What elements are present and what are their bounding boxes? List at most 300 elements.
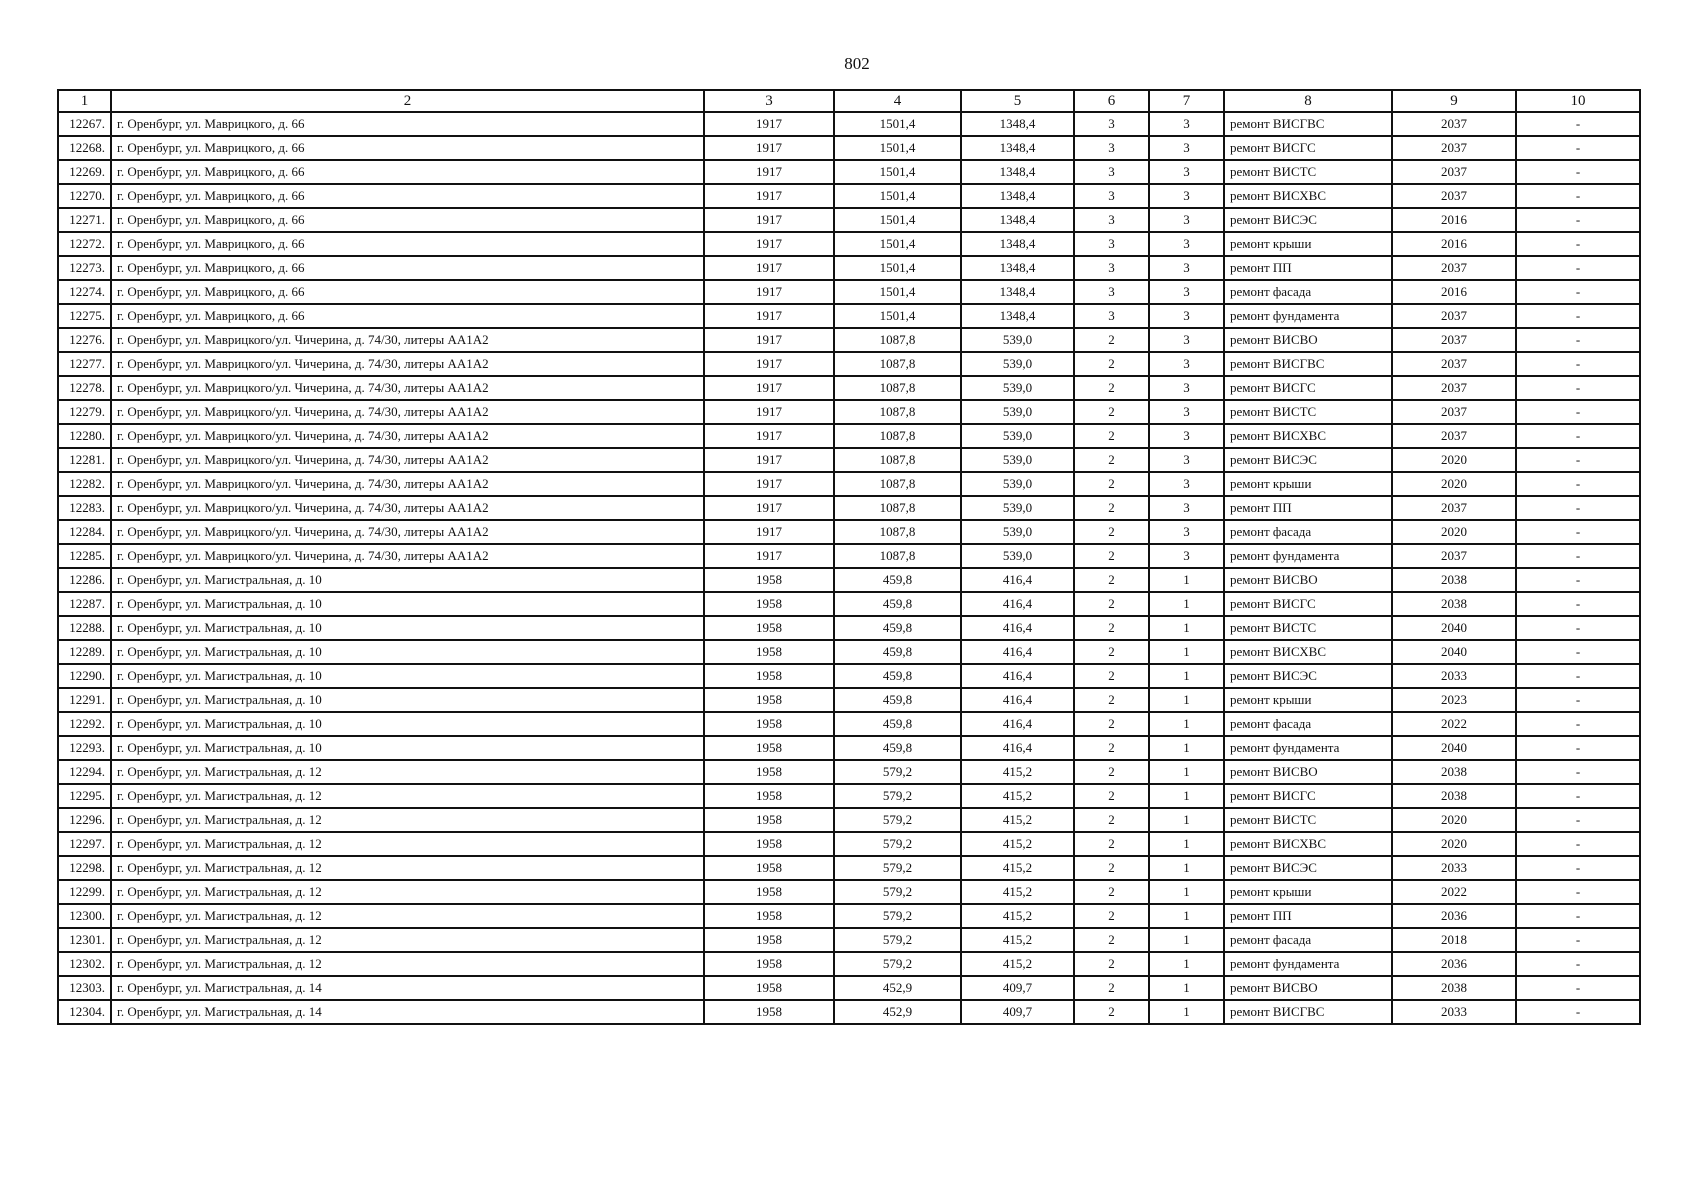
living-area-cell: 539,0 (961, 544, 1074, 568)
address-cell: г. Оренбург, ул. Магистральная, д. 12 (111, 856, 704, 880)
living-area-cell: 416,4 (961, 688, 1074, 712)
living-area-cell: 409,7 (961, 1000, 1074, 1024)
living-area-cell: 415,2 (961, 808, 1074, 832)
address-cell: г. Оренбург, ул. Маврицкого/ул. Чичерина, д. 74/30, литеры АА1А2 (111, 472, 704, 496)
table-row (58, 880, 1640, 904)
planned-year-cell: 2037 (1392, 424, 1516, 448)
row-number-cell: 12297. (58, 832, 111, 856)
year-built-cell: 1958 (704, 904, 834, 928)
entrances-cell: 1 (1149, 616, 1224, 640)
work-type-cell: ремонт фасада (1224, 280, 1392, 304)
work-type-cell: ремонт фасада (1224, 712, 1392, 736)
address-cell: г. Оренбург, ул. Маврицкого, д. 66 (111, 280, 704, 304)
row-number-cell: 12285. (58, 544, 111, 568)
address-cell: г. Оренбург, ул. Магистральная, д. 10 (111, 688, 704, 712)
column-header: 5 (961, 90, 1074, 112)
planned-year-cell: 2033 (1392, 856, 1516, 880)
living-area-cell: 1348,4 (961, 136, 1074, 160)
planned-year-cell: 2037 (1392, 544, 1516, 568)
living-area-cell: 539,0 (961, 328, 1074, 352)
year-built-cell: 1917 (704, 112, 834, 136)
living-area-cell: 416,4 (961, 736, 1074, 760)
table-row (58, 616, 1640, 640)
note-cell: - (1516, 352, 1640, 376)
table-row (58, 784, 1640, 808)
living-area-cell: 415,2 (961, 784, 1074, 808)
planned-year-cell: 2023 (1392, 688, 1516, 712)
page-number: 802 (844, 54, 870, 73)
note-cell: - (1516, 112, 1640, 136)
entrances-cell: 3 (1149, 160, 1224, 184)
total-area-cell: 579,2 (834, 832, 961, 856)
total-area-cell: 459,8 (834, 688, 961, 712)
table-row (58, 232, 1640, 256)
living-area-cell: 539,0 (961, 472, 1074, 496)
address-cell: г. Оренбург, ул. Магистральная, д. 12 (111, 928, 704, 952)
living-area-cell: 539,0 (961, 520, 1074, 544)
column-header: 7 (1149, 90, 1224, 112)
total-area-cell: 1087,8 (834, 424, 961, 448)
total-area-cell: 459,8 (834, 568, 961, 592)
address-cell: г. Оренбург, ул. Маврицкого, д. 66 (111, 136, 704, 160)
living-area-cell: 539,0 (961, 448, 1074, 472)
floors-cell: 2 (1074, 976, 1149, 1000)
planned-year-cell: 2037 (1392, 112, 1516, 136)
row-number-cell: 12298. (58, 856, 111, 880)
note-cell: - (1516, 304, 1640, 328)
floors-cell: 2 (1074, 544, 1149, 568)
planned-year-cell: 2036 (1392, 904, 1516, 928)
year-built-cell: 1917 (704, 472, 834, 496)
living-area-cell: 539,0 (961, 496, 1074, 520)
living-area-cell: 539,0 (961, 400, 1074, 424)
address-cell: г. Оренбург, ул. Маврицкого, д. 66 (111, 232, 704, 256)
note-cell: - (1516, 712, 1640, 736)
floors-cell: 2 (1074, 472, 1149, 496)
address-cell: г. Оренбург, ул. Маврицкого/ул. Чичерина, д. 74/30, литеры АА1А2 (111, 448, 704, 472)
address-cell: г. Оренбург, ул. Маврицкого, д. 66 (111, 304, 704, 328)
living-area-cell: 539,0 (961, 376, 1074, 400)
column-header: 3 (704, 90, 834, 112)
note-cell: - (1516, 184, 1640, 208)
planned-year-cell: 2038 (1392, 568, 1516, 592)
table-row (58, 328, 1640, 352)
entrances-cell: 3 (1149, 136, 1224, 160)
floors-cell: 3 (1074, 256, 1149, 280)
row-number-cell: 12269. (58, 160, 111, 184)
note-cell: - (1516, 928, 1640, 952)
total-area-cell: 1501,4 (834, 184, 961, 208)
planned-year-cell: 2037 (1392, 496, 1516, 520)
total-area-cell: 452,9 (834, 976, 961, 1000)
column-header: 2 (111, 90, 704, 112)
planned-year-cell: 2038 (1392, 592, 1516, 616)
year-built-cell: 1917 (704, 160, 834, 184)
entrances-cell: 3 (1149, 304, 1224, 328)
note-cell: - (1516, 232, 1640, 256)
year-built-cell: 1958 (704, 712, 834, 736)
planned-year-cell: 2037 (1392, 400, 1516, 424)
year-built-cell: 1917 (704, 232, 834, 256)
entrances-cell: 1 (1149, 952, 1224, 976)
note-cell: - (1516, 952, 1640, 976)
work-type-cell: ремонт ВИСХВС (1224, 640, 1392, 664)
year-built-cell: 1917 (704, 304, 834, 328)
work-type-cell: ремонт ВИСТС (1224, 400, 1392, 424)
work-type-cell: ремонт ПП (1224, 256, 1392, 280)
living-area-cell: 415,2 (961, 928, 1074, 952)
row-number-cell: 12282. (58, 472, 111, 496)
total-area-cell: 459,8 (834, 664, 961, 688)
entrances-cell: 3 (1149, 448, 1224, 472)
living-area-cell: 416,4 (961, 640, 1074, 664)
total-area-cell: 579,2 (834, 784, 961, 808)
table-row (58, 448, 1640, 472)
work-type-cell: ремонт фундамента (1224, 952, 1392, 976)
total-area-cell: 1087,8 (834, 448, 961, 472)
living-area-cell: 1348,4 (961, 256, 1074, 280)
year-built-cell: 1958 (704, 832, 834, 856)
living-area-cell: 1348,4 (961, 304, 1074, 328)
entrances-cell: 1 (1149, 712, 1224, 736)
entrances-cell: 3 (1149, 520, 1224, 544)
row-number-cell: 12271. (58, 208, 111, 232)
floors-cell: 2 (1074, 760, 1149, 784)
work-type-cell: ремонт фундамента (1224, 736, 1392, 760)
table-header-row (58, 90, 1640, 112)
work-type-cell: ремонт фасада (1224, 520, 1392, 544)
total-area-cell: 579,2 (834, 952, 961, 976)
table-row (58, 736, 1640, 760)
work-type-cell: ремонт ВИСТС (1224, 808, 1392, 832)
living-area-cell: 1348,4 (961, 112, 1074, 136)
address-cell: г. Оренбург, ул. Магистральная, д. 10 (111, 640, 704, 664)
floors-cell: 2 (1074, 856, 1149, 880)
entrances-cell: 1 (1149, 640, 1224, 664)
address-cell: г. Оренбург, ул. Маврицкого/ул. Чичерина, д. 74/30, литеры АА1А2 (111, 352, 704, 376)
note-cell: - (1516, 472, 1640, 496)
note-cell: - (1516, 280, 1640, 304)
address-cell: г. Оренбург, ул. Маврицкого, д. 66 (111, 208, 704, 232)
work-type-cell: ремонт фасада (1224, 928, 1392, 952)
year-built-cell: 1958 (704, 784, 834, 808)
work-type-cell: ремонт крыши (1224, 688, 1392, 712)
planned-year-cell: 2037 (1392, 304, 1516, 328)
note-cell: - (1516, 976, 1640, 1000)
table-row (58, 664, 1640, 688)
column-header: 1 (58, 90, 111, 112)
planned-year-cell: 2037 (1392, 160, 1516, 184)
planned-year-cell: 2020 (1392, 520, 1516, 544)
floors-cell: 2 (1074, 784, 1149, 808)
table-row (58, 760, 1640, 784)
entrances-cell: 1 (1149, 568, 1224, 592)
work-type-cell: ремонт ВИСХВС (1224, 832, 1392, 856)
living-area-cell: 1348,4 (961, 184, 1074, 208)
work-type-cell: ремонт ВИСГВС (1224, 112, 1392, 136)
total-area-cell: 1087,8 (834, 544, 961, 568)
entrances-cell: 1 (1149, 664, 1224, 688)
year-built-cell: 1917 (704, 448, 834, 472)
note-cell: - (1516, 904, 1640, 928)
work-type-cell: ремонт крыши (1224, 232, 1392, 256)
living-area-cell: 415,2 (961, 832, 1074, 856)
living-area-cell: 415,2 (961, 760, 1074, 784)
address-cell: г. Оренбург, ул. Маврицкого, д. 66 (111, 184, 704, 208)
floors-cell: 2 (1074, 496, 1149, 520)
note-cell: - (1516, 256, 1640, 280)
work-type-cell: ремонт ВИСЭС (1224, 664, 1392, 688)
year-built-cell: 1958 (704, 568, 834, 592)
total-area-cell: 1501,4 (834, 256, 961, 280)
address-cell: г. Оренбург, ул. Маврицкого, д. 66 (111, 112, 704, 136)
row-number-cell: 12280. (58, 424, 111, 448)
year-built-cell: 1958 (704, 640, 834, 664)
address-cell: г. Оренбург, ул. Магистральная, д. 14 (111, 1000, 704, 1024)
note-cell: - (1516, 160, 1640, 184)
planned-year-cell: 2037 (1392, 352, 1516, 376)
row-number-cell: 12284. (58, 520, 111, 544)
work-type-cell: ремонт ВИСВО (1224, 976, 1392, 1000)
planned-year-cell: 2020 (1392, 472, 1516, 496)
total-area-cell: 579,2 (834, 880, 961, 904)
row-number-cell: 12286. (58, 568, 111, 592)
address-cell: г. Оренбург, ул. Магистральная, д. 14 (111, 976, 704, 1000)
address-cell: г. Оренбург, ул. Магистральная, д. 12 (111, 880, 704, 904)
table-row (58, 160, 1640, 184)
note-cell: - (1516, 400, 1640, 424)
living-area-cell: 416,4 (961, 616, 1074, 640)
total-area-cell: 1087,8 (834, 472, 961, 496)
planned-year-cell: 2036 (1392, 952, 1516, 976)
table-row (58, 472, 1640, 496)
table-row (58, 976, 1640, 1000)
note-cell: - (1516, 736, 1640, 760)
table-row (58, 712, 1640, 736)
row-number-cell: 12267. (58, 112, 111, 136)
note-cell: - (1516, 568, 1640, 592)
entrances-cell: 3 (1149, 184, 1224, 208)
floors-cell: 2 (1074, 568, 1149, 592)
table-row (58, 928, 1640, 952)
row-number-cell: 12281. (58, 448, 111, 472)
note-cell: - (1516, 496, 1640, 520)
table-row (58, 352, 1640, 376)
address-cell: г. Оренбург, ул. Магистральная, д. 10 (111, 592, 704, 616)
table-row (58, 112, 1640, 136)
address-cell: г. Оренбург, ул. Маврицкого, д. 66 (111, 256, 704, 280)
year-built-cell: 1917 (704, 184, 834, 208)
floors-cell: 2 (1074, 520, 1149, 544)
address-cell: г. Оренбург, ул. Маврицкого/ул. Чичерина, д. 74/30, литеры АА1А2 (111, 496, 704, 520)
floors-cell: 2 (1074, 640, 1149, 664)
floors-cell: 2 (1074, 1000, 1149, 1024)
note-cell: - (1516, 376, 1640, 400)
work-type-cell: ремонт фундамента (1224, 544, 1392, 568)
year-built-cell: 1917 (704, 280, 834, 304)
living-area-cell: 1348,4 (961, 208, 1074, 232)
row-number-cell: 12290. (58, 664, 111, 688)
note-cell: - (1516, 1000, 1640, 1024)
row-number-cell: 12294. (58, 760, 111, 784)
year-built-cell: 1958 (704, 760, 834, 784)
total-area-cell: 1501,4 (834, 280, 961, 304)
table-row (58, 208, 1640, 232)
planned-year-cell: 2040 (1392, 736, 1516, 760)
row-number-cell: 12273. (58, 256, 111, 280)
table-row (58, 904, 1640, 928)
entrances-cell: 1 (1149, 784, 1224, 808)
address-cell: г. Оренбург, ул. Магистральная, д. 10 (111, 616, 704, 640)
repair-schedule-table (57, 89, 1641, 1025)
living-area-cell: 539,0 (961, 352, 1074, 376)
row-number-cell: 12287. (58, 592, 111, 616)
note-cell: - (1516, 592, 1640, 616)
table-row (58, 376, 1640, 400)
column-header: 4 (834, 90, 961, 112)
address-cell: г. Оренбург, ул. Маврицкого/ул. Чичерина, д. 74/30, литеры АА1А2 (111, 520, 704, 544)
note-cell: - (1516, 544, 1640, 568)
total-area-cell: 1087,8 (834, 496, 961, 520)
planned-year-cell: 2020 (1392, 448, 1516, 472)
entrances-cell: 3 (1149, 544, 1224, 568)
address-cell: г. Оренбург, ул. Магистральная, д. 12 (111, 808, 704, 832)
work-type-cell: ремонт ВИСГС (1224, 592, 1392, 616)
floors-cell: 2 (1074, 808, 1149, 832)
total-area-cell: 459,8 (834, 712, 961, 736)
note-cell: - (1516, 616, 1640, 640)
total-area-cell: 1501,4 (834, 112, 961, 136)
work-type-cell: ремонт ВИСЭС (1224, 208, 1392, 232)
work-type-cell: ремонт ВИСГС (1224, 136, 1392, 160)
total-area-cell: 1501,4 (834, 232, 961, 256)
entrances-cell: 1 (1149, 760, 1224, 784)
row-number-cell: 12274. (58, 280, 111, 304)
entrances-cell: 3 (1149, 496, 1224, 520)
entrances-cell: 3 (1149, 232, 1224, 256)
table-row (58, 256, 1640, 280)
row-number-cell: 12291. (58, 688, 111, 712)
total-area-cell: 1087,8 (834, 520, 961, 544)
entrances-cell: 3 (1149, 256, 1224, 280)
floors-cell: 3 (1074, 304, 1149, 328)
work-type-cell: ремонт фундамента (1224, 304, 1392, 328)
entrances-cell: 3 (1149, 208, 1224, 232)
row-number-cell: 12288. (58, 616, 111, 640)
entrances-cell: 1 (1149, 856, 1224, 880)
year-built-cell: 1917 (704, 496, 834, 520)
year-built-cell: 1958 (704, 880, 834, 904)
entrances-cell: 1 (1149, 592, 1224, 616)
entrances-cell: 1 (1149, 832, 1224, 856)
planned-year-cell: 2022 (1392, 712, 1516, 736)
column-header: 10 (1516, 90, 1640, 112)
work-type-cell: ремонт ВИСХВС (1224, 184, 1392, 208)
planned-year-cell: 2037 (1392, 136, 1516, 160)
year-built-cell: 1917 (704, 256, 834, 280)
row-number-cell: 12302. (58, 952, 111, 976)
year-built-cell: 1958 (704, 928, 834, 952)
table-row (58, 280, 1640, 304)
work-type-cell: ремонт ВИСЭС (1224, 448, 1392, 472)
note-cell: - (1516, 688, 1640, 712)
living-area-cell: 416,4 (961, 592, 1074, 616)
planned-year-cell: 2037 (1392, 328, 1516, 352)
work-type-cell: ремонт ВИСГС (1224, 376, 1392, 400)
planned-year-cell: 2037 (1392, 184, 1516, 208)
total-area-cell: 1087,8 (834, 376, 961, 400)
note-cell: - (1516, 856, 1640, 880)
note-cell: - (1516, 664, 1640, 688)
total-area-cell: 459,8 (834, 640, 961, 664)
column-header: 9 (1392, 90, 1516, 112)
year-built-cell: 1958 (704, 688, 834, 712)
note-cell: - (1516, 832, 1640, 856)
planned-year-cell: 2040 (1392, 616, 1516, 640)
planned-year-cell: 2037 (1392, 376, 1516, 400)
living-area-cell: 1348,4 (961, 232, 1074, 256)
entrances-cell: 1 (1149, 1000, 1224, 1024)
entrances-cell: 1 (1149, 880, 1224, 904)
entrances-cell: 1 (1149, 736, 1224, 760)
table-row (58, 592, 1640, 616)
year-built-cell: 1917 (704, 544, 834, 568)
table-row (58, 424, 1640, 448)
floors-cell: 2 (1074, 904, 1149, 928)
floors-cell: 3 (1074, 160, 1149, 184)
row-number-cell: 12278. (58, 376, 111, 400)
floors-cell: 2 (1074, 736, 1149, 760)
floors-cell: 2 (1074, 592, 1149, 616)
column-header: 8 (1224, 90, 1392, 112)
address-cell: г. Оренбург, ул. Маврицкого/ул. Чичерина, д. 74/30, литеры АА1А2 (111, 544, 704, 568)
note-cell: - (1516, 784, 1640, 808)
year-built-cell: 1917 (704, 136, 834, 160)
row-number-cell: 12300. (58, 904, 111, 928)
floors-cell: 2 (1074, 712, 1149, 736)
living-area-cell: 416,4 (961, 664, 1074, 688)
row-number-cell: 12279. (58, 400, 111, 424)
living-area-cell: 409,7 (961, 976, 1074, 1000)
year-built-cell: 1958 (704, 952, 834, 976)
total-area-cell: 1501,4 (834, 136, 961, 160)
table-body (58, 90, 1640, 1024)
entrances-cell: 1 (1149, 976, 1224, 1000)
floors-cell: 3 (1074, 232, 1149, 256)
row-number-cell: 12303. (58, 976, 111, 1000)
address-cell: г. Оренбург, ул. Магистральная, д. 12 (111, 784, 704, 808)
table-row (58, 136, 1640, 160)
entrances-cell: 3 (1149, 352, 1224, 376)
note-cell: - (1516, 208, 1640, 232)
row-number-cell: 12270. (58, 184, 111, 208)
address-cell: г. Оренбург, ул. Маврицкого, д. 66 (111, 160, 704, 184)
table-row (58, 304, 1640, 328)
planned-year-cell: 2038 (1392, 760, 1516, 784)
address-cell: г. Оренбург, ул. Магистральная, д. 12 (111, 832, 704, 856)
work-type-cell: ремонт ВИСГС (1224, 784, 1392, 808)
floors-cell: 3 (1074, 112, 1149, 136)
total-area-cell: 1501,4 (834, 304, 961, 328)
year-built-cell: 1958 (704, 736, 834, 760)
address-cell: г. Оренбург, ул. Маврицкого/ул. Чичерина, д. 74/30, литеры АА1А2 (111, 328, 704, 352)
address-cell: г. Оренбург, ул. Магистральная, д. 10 (111, 568, 704, 592)
work-type-cell: ремонт ВИСТС (1224, 616, 1392, 640)
living-area-cell: 1348,4 (961, 160, 1074, 184)
table-row (58, 400, 1640, 424)
planned-year-cell: 2016 (1392, 232, 1516, 256)
work-type-cell: ремонт ВИСВО (1224, 328, 1392, 352)
